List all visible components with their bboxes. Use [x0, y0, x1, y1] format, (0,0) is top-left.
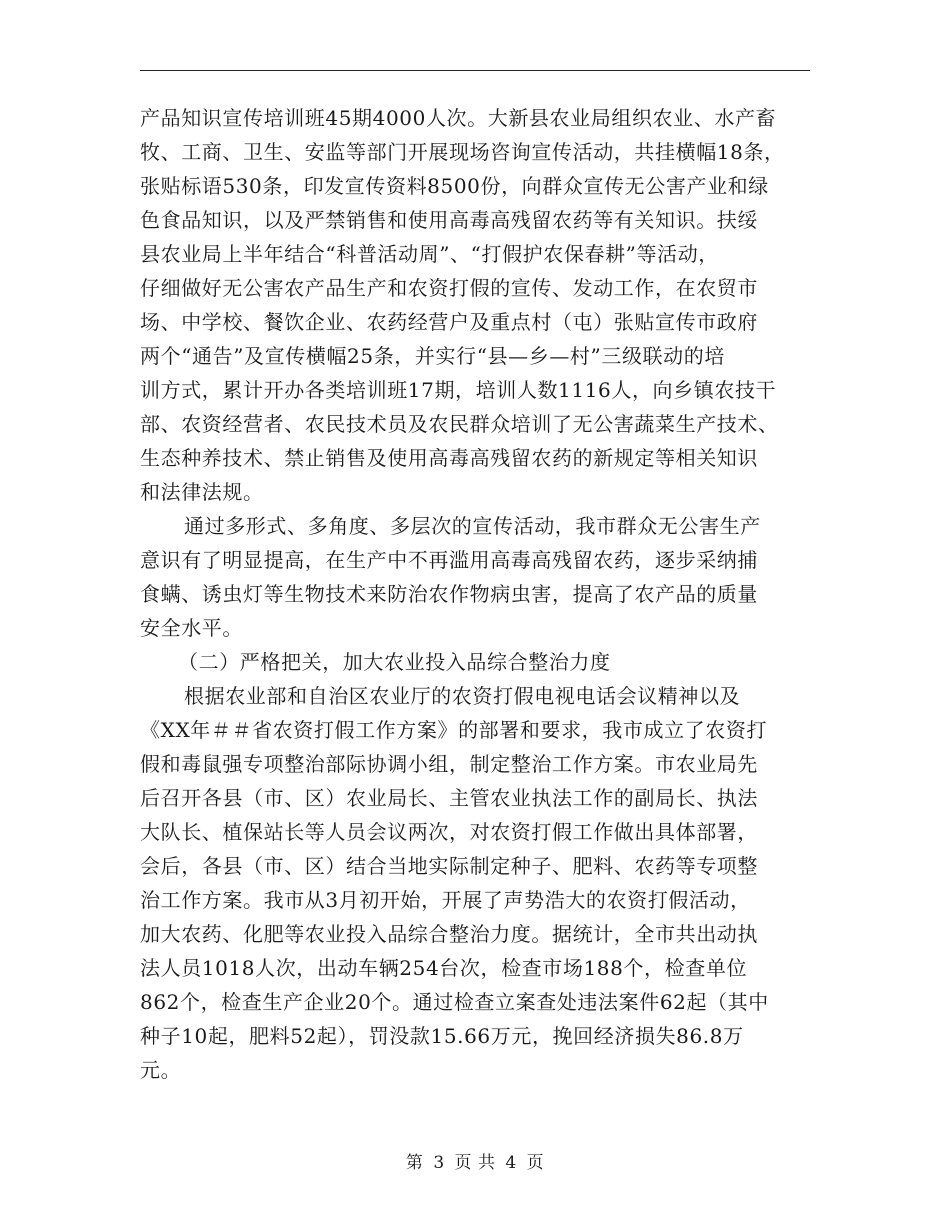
text-line: 和法律法规。 [140, 480, 264, 504]
page-footer [0, 1151, 950, 1175]
text-line: 牧、工商、卫生、安监等部门开展现场咨询宣传活动，共挂横幅18条， [140, 140, 785, 164]
text-line: 862个，检查生产企业20个。通过检查立案查处违法案件62起（其中 [140, 990, 769, 1014]
text-line: 仔细做好无公害农产品生产和农资打假的宣传、发动工作，在农贸市 [140, 276, 758, 300]
text-line: 大队长、植保站长等人员会议两次，对农资打假工作做出具体部署， [140, 820, 758, 844]
document-body [140, 101, 810, 1087]
text-line: 假和毒鼠强专项整治部际协调小组，制定整治工作方案。市农业局先 [140, 752, 758, 776]
text-line: 生态种养技术、禁止销售及使用高毒高残留农药的新规定等相关知识 [140, 446, 758, 470]
text-line: 部、农资经营者、农民技术员及农民群众培训了无公害蔬菜生产技术、 [140, 412, 779, 436]
paragraph [140, 101, 810, 509]
text-line: 加大农药、化肥等农业投入品综合整治力度。据统计，全市共出动执 [140, 922, 758, 946]
footer-prefix: 第 [405, 1153, 424, 1173]
footer-suffix: 页 [526, 1153, 545, 1173]
text-line: 县农业局上半年结合“科普活动周”、“打假护农保春耕”等活动， [140, 242, 719, 266]
text-line: 意识有了明显提高，在生产中不再滥用高毒高残留农药，逐步采纳捕 [140, 548, 758, 572]
text-line: 张贴标语530条，印发宣传资料8500份，向群众宣传无公害产业和绿 [140, 174, 769, 198]
text-line: 色食品知识，以及严禁销售和使用高毒高残留农药等有关知识。扶绥 [140, 208, 758, 232]
text-line: 通过多形式、多角度、多层次的宣传活动，我市群众无公害生产 [184, 514, 761, 538]
paragraph [140, 679, 810, 1087]
text-line: 产品知识宣传培训班45期4000人次。大新县农业局组织农业、水产畜 [140, 106, 777, 130]
text-line: 根据农业部和自治区农业厅的农资打假电视电话会议精神以及 [184, 684, 741, 708]
footer-middle: 页 共 [454, 1153, 496, 1173]
paragraph [140, 509, 810, 645]
text-line: 元。 [140, 1058, 182, 1082]
text-line: 场、中学校、餐饮企业、农药经营户及重点村（屯）张贴宣传市政府 [140, 310, 758, 334]
text-line: 法人员1018人次，出动车辆254台次，检查市场188个，检查单位 [140, 956, 748, 980]
text-line: 两个“通告”及宣传横幅25条，并实行“县—乡—村”三级联动的培 [140, 344, 725, 368]
text-line: 安全水平。 [140, 616, 243, 640]
text-line: 训方式，累计开办各类培训班17期，培训人数1116人，向乡镇农技干 [140, 378, 777, 402]
page-number: 3 [433, 1153, 445, 1173]
page-total: 4 [505, 1153, 517, 1173]
section-heading [140, 645, 810, 679]
text-line: 后召开各县（市、区）农业局长、主管农业执法工作的副局长、执法 [140, 786, 758, 810]
text-line: 会后，各县（市、区）结合当地实际制定种子、肥料、农药等专项整 [140, 854, 758, 878]
heading-text: （二）严格把关，加大农业投入品综合整治力度 [178, 650, 611, 674]
text-line: 食螨、诱虫灯等生物技术来防治农作物病虫害，提高了农产品的质量 [140, 582, 758, 606]
text-line: 种子10起，肥料52起），罚没款15.66万元，挽回经济损失86.8万 [140, 1024, 744, 1048]
text-line: 治工作方案。我市从3月初开始，开展了声势浩大的农资打假活动， [140, 888, 751, 912]
text-line: 《XX年＃＃省农资打假工作方案》的部署和要求，我市成立了农资打 [140, 718, 768, 742]
header-rule [140, 70, 810, 71]
